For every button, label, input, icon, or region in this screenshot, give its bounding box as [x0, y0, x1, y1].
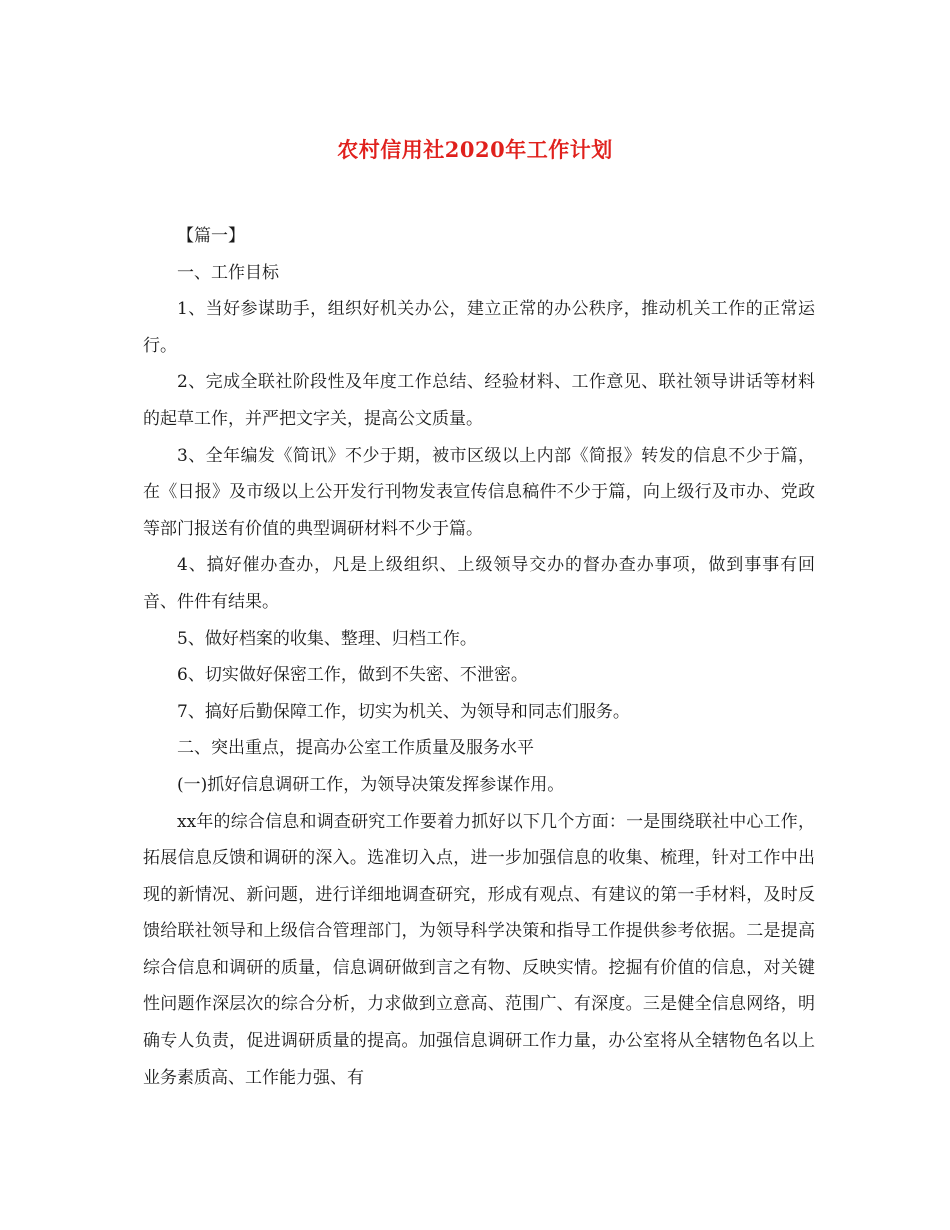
subheading: (一)抓好信息调研工作，为领导决策发挥参谋作用。 [177, 774, 565, 795]
heading-work-goals: 一、工作目标 [177, 262, 279, 283]
heading-key-points: 二、突出重点，提高办公室工作质量及服务水平 [177, 738, 534, 759]
paragraph: 4、搞好催办查办，凡是上级组织、上级领导交办的督办查办事项，做到事事有回音、件件有结果。 [143, 555, 815, 612]
paragraph: 1、当好参谋助手，组织好机关办公，建立正常的办公秩序，推动机关工作的正常运行。 [143, 299, 815, 356]
document-body [143, 218, 815, 1096]
paragraph: 2、完成全联社阶段性及年度工作总结、经验材料、工作意见、联社领导讲话等材料的起草工作，并严把文字关，提高公文质量。 [143, 372, 815, 429]
paragraph: 3、全年编发《简讯》不少于期，被市区级以上内部《简报》转发的信息不少于篇，在《日报》及市级以上公开发行刊物发表宣传信息稿件不少于篇，向上级行及市办、党政等部门报送有价值的典型调研材料不少于篇。 [143, 445, 815, 539]
paragraph: xx年的综合信息和调查研究工作要着力抓好以下几个方面：一是围绕联社中心工作，拓展信息反馈和调研的深入。选准切入点，进一步加强信息的收集、梳理，针对工作中出现的新情况、新问题，进行详细地调查研究，形成有观点、有建议的第一手材料，及时反馈给联社领导和上级信合管理部门，为领导科学决策和指导工作提供参考依据。二是提高综合信息和调研的质量，信息调研做到言之有物、反映实情。挖掘有价值的信息，对关键性问题作深层次的综合分析，力求做到立意高、范围广、有深度。三是健全信息网络，明确专人负责，促进调研质量的提高。加强信息调研工作力量，办公室将从全辖物色名以上业务素质高、工作能力强、有 [143, 811, 815, 1088]
section-label: 【篇一】 [177, 226, 245, 246]
paragraph: 5、做好档案的收集、整理、归档工作。 [177, 628, 477, 649]
document-title: 农村信用社2020年工作计划 [337, 137, 613, 162]
paragraph: 7、搞好后勤保障工作，切实为机关、为领导和同志们服务。 [177, 701, 630, 722]
paragraph: 6、切实做好保密工作，做到不失密、不泄密。 [177, 665, 528, 686]
